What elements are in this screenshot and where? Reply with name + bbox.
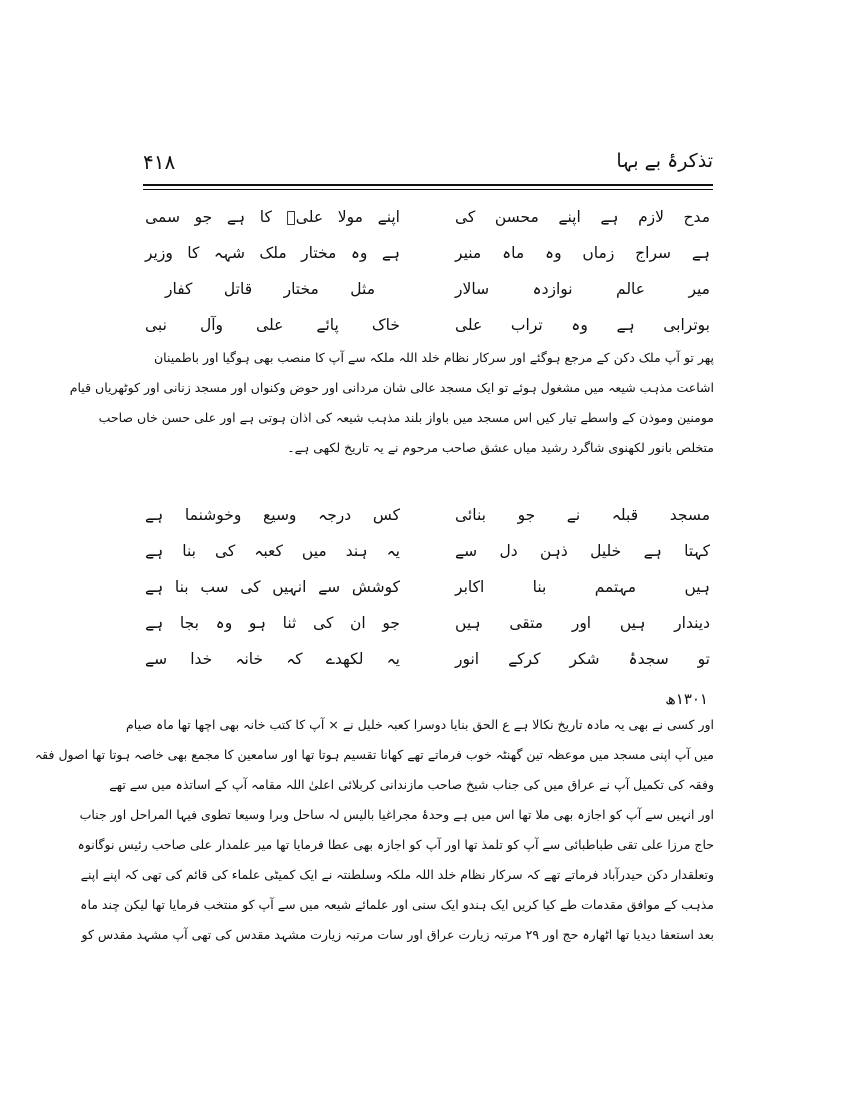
- running-header: [143, 150, 713, 182]
- verse-word: وخوشنما: [184, 506, 242, 524]
- verse-word: یہ: [386, 542, 400, 560]
- hemistich-second: [145, 241, 400, 265]
- verse-word: نبی: [145, 316, 167, 334]
- verse-word: ان: [350, 614, 366, 632]
- verse-word: خانہ: [235, 650, 264, 668]
- text-line: وفقہ کی تکمیل آپ نے عراق میں کی جناب شیخ صاحب مازندانی کربلائی اعلیٰ اللہ مقامہ آپ کے اساتذہ میں سے تھے: [109, 777, 714, 792]
- verse-word: کس: [372, 506, 400, 524]
- verse-word: سالار: [455, 280, 490, 298]
- couplet: [145, 539, 710, 575]
- hemistich-first: [455, 539, 710, 563]
- hemistich-first: [455, 205, 710, 229]
- verse-word: کوشش: [351, 578, 400, 596]
- verse-word: تراب: [510, 316, 543, 334]
- couplet: [145, 611, 710, 647]
- verse-word: ماہ: [502, 244, 525, 262]
- verse-word: کفار: [165, 280, 193, 298]
- verse-word: زماں: [582, 244, 615, 262]
- text-line: اشاعت مذہب شیعہ میں مشغول ہوئے تو ایک مسجد عالی شان مردانی اور حوض وکنواں اور مسجد زنانی اور کوٹھریاں قیام: [69, 380, 714, 395]
- couplet: [145, 205, 710, 241]
- hemistich-second: [145, 575, 400, 599]
- hemistich-second: [145, 539, 400, 563]
- verse-word: وہ: [215, 614, 233, 632]
- couplet: [145, 241, 710, 277]
- couplet: [145, 575, 710, 611]
- text-line: متخلص بانور لکھنوی شاگرد رشید میاں عشق صاحب مرحوم نے یہ تاریخ لکھی ہے۔: [287, 440, 714, 455]
- hemistich-first: [455, 503, 710, 527]
- verse-word: سب: [200, 578, 229, 596]
- verse-word: جو: [382, 614, 400, 632]
- book-title: تذکرۂ بے بہا: [616, 150, 713, 172]
- header-rule-thin: [143, 189, 713, 190]
- verse-word: مہتمم: [594, 578, 637, 596]
- verse-word: کعبہ: [254, 542, 283, 560]
- verse-word: کا: [187, 244, 200, 262]
- verse-word: ہے: [145, 542, 164, 560]
- verse-word: عالم: [616, 280, 646, 298]
- hemistich-second: [145, 313, 400, 337]
- verse-word: ہیں: [455, 614, 481, 632]
- hemistich-first: [455, 241, 710, 265]
- verse-word: کرکے: [508, 650, 541, 668]
- text-line: پھر تو آپ ملک دکن کے مرجع ہوگئے اور سرکار نظام خلد اللہ ملکہ سے آپ کا منصب بھی ہوگیا اور باطمینان: [153, 350, 714, 365]
- text-line: بعد استعفا دیدیا تھا اٹھارہ حج اور ۲۹ مرتبہ زیارت عراق اور سات مرتبہ زیارت مشہد مقدس کی تھی آپ مشہد مقدس کو: [81, 927, 714, 942]
- verse-word: سے: [318, 578, 341, 596]
- verse-word: ہو: [248, 614, 266, 632]
- verse-word: بوترابی: [663, 316, 710, 334]
- hemistich-first: [455, 277, 710, 301]
- verse-word: خدا: [190, 650, 213, 668]
- text-line: میں آپ اپنی مسجد میں موعظہ تین گھنٹہ خوب فرماتے تھے کھانا تقسیم ہوتا تھا اور سامعین کا مجمع بھی خاصہ ہوتا تھا اصول فقہ: [34, 747, 714, 762]
- verse-word: مولا: [337, 208, 363, 226]
- verse-word: لازم: [638, 208, 664, 226]
- hemistich-first: [455, 611, 710, 635]
- text-line: حاج مرزا علی تقی طباطبائی سے آپ کو تلمذ تھا اور آپ کو اجازہ بھی عطا فرمایا تھا میر علمدار علی صاحب رئیس نوگانوہ: [77, 837, 714, 852]
- verse-word: متقی: [509, 614, 544, 632]
- header-rule: [143, 184, 713, 186]
- verse-word: دل: [499, 542, 518, 560]
- verse-word: درجہ: [318, 506, 352, 524]
- text-line: مذہب کے موافق مقدمات طے کیا کریں ایک ہندو ایک سنی اور علمائے شیعہ میں سے آپ کو منتخب فرمایا تھا لیکن چند ماہ: [80, 897, 714, 912]
- verse-word: سے: [455, 542, 478, 560]
- chronogram-date: ۱۳۰۱ھ: [665, 690, 708, 708]
- verse-word: ہے: [145, 578, 164, 596]
- verse-word: مختار: [283, 280, 319, 298]
- verse-word: کی: [455, 208, 476, 226]
- verse-word: کی: [214, 542, 236, 560]
- verse-word: قاتل: [223, 280, 253, 298]
- verse-word: ذہن: [539, 542, 568, 560]
- paragraph-1: [69, 343, 714, 463]
- verse-word: بنا: [182, 542, 196, 560]
- verse-word: ہند: [345, 542, 368, 560]
- couplet: [145, 647, 710, 683]
- page-number: ۴۱۸: [143, 150, 176, 174]
- verse-word: ہے: [145, 506, 164, 524]
- verse-word: وآل: [199, 316, 224, 334]
- verse-word: علیؑ: [286, 208, 324, 226]
- verse-word: کا: [259, 208, 272, 226]
- couplet: [145, 277, 710, 313]
- verse-word: یہ: [386, 650, 400, 668]
- verse-word: مثل: [350, 280, 375, 298]
- verse-word: شہہ: [213, 244, 245, 262]
- verse-word: ہے: [643, 542, 662, 560]
- verse-word: سمی: [145, 208, 180, 226]
- verse-word: منیر: [455, 244, 482, 262]
- verse-word: وسیع: [263, 506, 297, 524]
- verse-word: ہے: [381, 244, 400, 262]
- verse-word: سے: [145, 650, 168, 668]
- verse-word: انور: [455, 650, 480, 668]
- verse-word: شکر: [569, 650, 600, 668]
- verse-word: محسن: [494, 208, 539, 226]
- verse-word: وہ: [350, 244, 368, 262]
- verse-word: قبلہ: [611, 506, 639, 524]
- verse-word: بنائی: [455, 506, 486, 524]
- verse-word: خلیل: [590, 542, 622, 560]
- verse-word: میر: [688, 280, 710, 298]
- verse-word: انہیں: [272, 578, 307, 596]
- verse-word: میں: [301, 542, 327, 560]
- verse-word: علی: [256, 316, 284, 334]
- verse-word: تو: [697, 650, 710, 668]
- verse-word: اپنے: [558, 208, 581, 226]
- verse-word: کی: [240, 578, 261, 596]
- verse-word: نوازدہ: [532, 280, 573, 298]
- verse-word: ہے: [226, 208, 246, 226]
- text-line: مومنین وموذن کے واسطے تیار کیں اس مسجد میں باواز بلند مذہب شیعہ کی اذان ہوتی ہے اور علی حسن خاں صاحب: [98, 410, 714, 425]
- verse-word: اپنے: [377, 208, 400, 226]
- verse-word: علی: [455, 316, 483, 334]
- verse-word: اکابر: [455, 578, 485, 596]
- verse-word: وہ: [571, 316, 588, 334]
- verse-word: اور: [571, 614, 592, 632]
- hemistich-second: [145, 503, 400, 527]
- verse-word: بنا: [532, 578, 547, 596]
- hemistich-first: [455, 313, 710, 337]
- verse-word: وہ: [545, 244, 562, 262]
- verse-word: کی: [313, 614, 334, 632]
- hemistich-second: [145, 647, 400, 671]
- verse-word: ہے: [616, 316, 635, 334]
- hemistich-second: [165, 277, 375, 301]
- verse-word: پائے: [316, 316, 339, 334]
- verse-word: سجدۂ: [628, 650, 669, 668]
- verse-word: جو: [194, 208, 213, 226]
- verse-word: ملک: [259, 244, 287, 262]
- verse-word: سراج: [635, 244, 671, 262]
- verse-word: خاک: [371, 316, 400, 334]
- verse-word: دیندار: [674, 614, 710, 632]
- verse-word: وزیر: [145, 244, 173, 262]
- poem-block-1: [145, 205, 710, 349]
- verse-word: لکھدے: [325, 650, 364, 668]
- verse-word: ثنا: [282, 614, 297, 632]
- verse-word: بنا: [174, 578, 189, 596]
- verse-word: ہے: [145, 614, 164, 632]
- verse-word: ہیں: [619, 614, 646, 632]
- verse-word: ہیں: [684, 578, 710, 596]
- verse-word: بجا: [179, 614, 199, 632]
- verse-word: ہے: [691, 244, 710, 262]
- verse-word: ہے: [600, 208, 619, 226]
- hemistich-first: [455, 647, 710, 671]
- paragraph-2: [34, 710, 714, 950]
- hemistich-first: [455, 575, 710, 599]
- hemistich-second: [145, 611, 400, 635]
- text-line: اور کسی نے بھی یہ مادہ تاریخ نکالا ہے ع الحق بنایا دوسرا کعبہ خلیل نے × آپ کا کتب خانہ بھی اچھا تھا ماہ صیام: [126, 717, 714, 732]
- hemistich-second: [145, 205, 400, 229]
- text-line: اور انہیں سے آپ کو اجازہ بھی ملا تھا اس میں ہے وحدۂ مجراغیا بالیس لہ ساحل وبرا وسیعا تطوی فیہا المراحل اور جناب: [79, 807, 714, 822]
- verse-word: جو: [517, 506, 536, 524]
- verse-word: کہ: [286, 650, 303, 668]
- couplet: [145, 503, 710, 539]
- verse-word: مختار: [301, 244, 337, 262]
- verse-word: نے: [566, 506, 581, 524]
- poem-block-2: [145, 503, 710, 683]
- verse-word: مدح: [683, 208, 710, 226]
- text-line: وتعلقدار دکن حیدرآباد فرماتے تھے کہ سرکار نظام خلد اللہ ملکہ وسلطنتہ نے ایک کمیٹی علماء کی قائم کی تھی کہ اپنے اپنے: [80, 867, 714, 882]
- verse-word: مسجد: [669, 506, 710, 524]
- verse-word: کہتا: [684, 542, 710, 560]
